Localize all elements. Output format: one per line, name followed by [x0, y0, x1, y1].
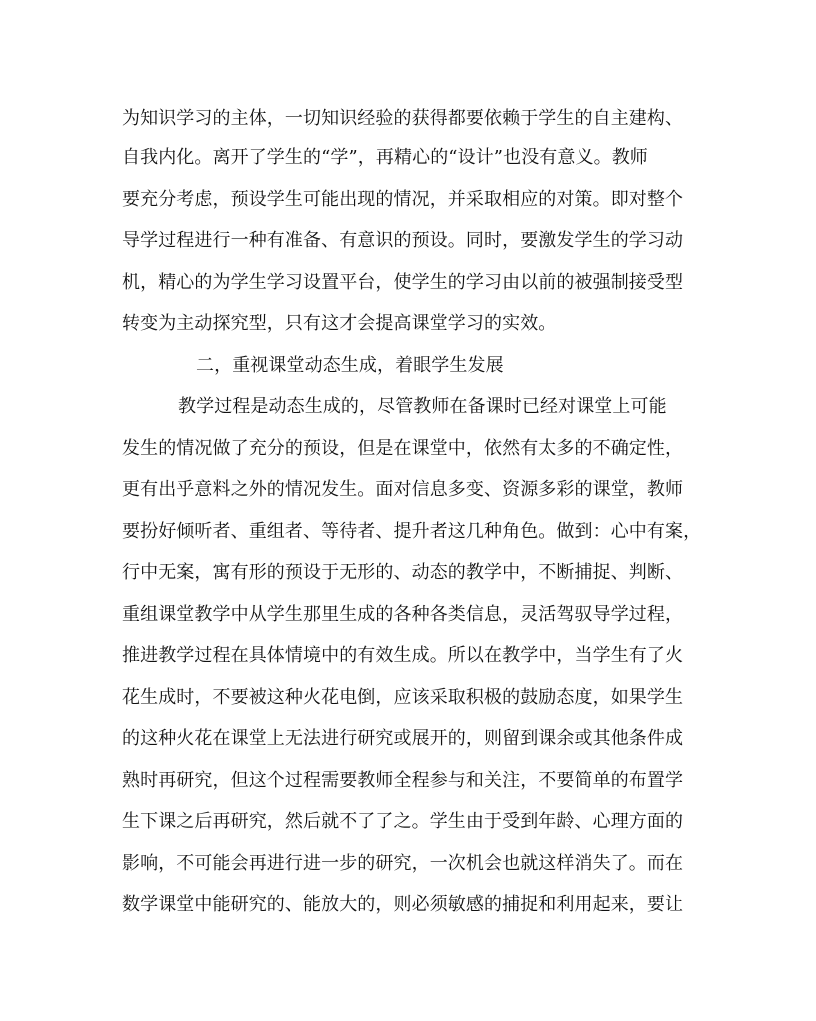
paragraph-line: 花生成时，不要被这种火花电倒，应该采取积极的鼓励态度，如果学生: [122, 687, 684, 708]
section-heading: 二，重视课堂动态生成，着眼学生发展: [196, 355, 504, 376]
paragraph-line: 更有出乎意料之外的情况发生。面对信息多变、资源多彩的课堂，教师: [122, 479, 684, 500]
paragraph-line: 要扮好倾听者、重组者、等待者、提升者这几种角色。做到：心中有案，: [122, 521, 702, 542]
paragraph-line: 转变为主动探究型，只有这才会提高课堂学习的实效。: [122, 313, 557, 334]
paragraph-line: 为知识学习的主体，一切知识经验的获得都要依赖于学生的自主建构、: [122, 108, 684, 129]
paragraph-line: 重组课堂教学中从学生那里生成的各种各类信息，灵活驾驭导学过程，: [122, 604, 684, 625]
paragraph-line: 自我内化。离开了学生的“学”，再精心的“设计”也没有意义。教师: [122, 147, 648, 168]
paragraph-line: 行中无案，寓有形的预设于无形的、动态的教学中，不断捕捉、判断、: [122, 562, 684, 583]
paragraph-line: 生下课之后再研究，然后就不了了之。学生由于受到年龄、心理方面的: [122, 811, 684, 832]
paragraph-line: 导学过程进行一种有准备、有意识的预设。同时，要激发学生的学习动: [122, 230, 684, 251]
paragraph-line: 数学课堂中能研究的、能放大的，则必须敏感的捕捉和利用起来，要让: [122, 894, 684, 915]
paragraph-line: 推进教学过程在具体情境中的有效生成。所以在教学中，当学生有了火: [122, 645, 684, 666]
paragraph-line: 要充分考虑，预设学生可能出现的情况，并采取相应的对策。即对整个: [122, 189, 684, 210]
paragraph-line: 影响，不可能会再进行进一步的研究，一次机会也就这样消失了。而在: [122, 853, 684, 874]
paragraph-line: 的这种火花在课堂上无法进行研究或展开的，则留到课余或其他条件成: [122, 728, 684, 749]
paragraph-line: 熟时再研究，但这个过程需要教师全程参与和关注，不要简单的布置学: [122, 770, 684, 791]
paragraph-line: 机，精心的为学生学习设置平台，使学生的学习由以前的被强制接受型: [122, 272, 684, 293]
paragraph-line: 教学过程是动态生成的，尽管教师在备课时已经对课堂上可能: [178, 396, 667, 417]
paragraph-line: 发生的情况做了充分的预设，但是在课堂中，依然有太多的不确定性，: [122, 438, 684, 459]
